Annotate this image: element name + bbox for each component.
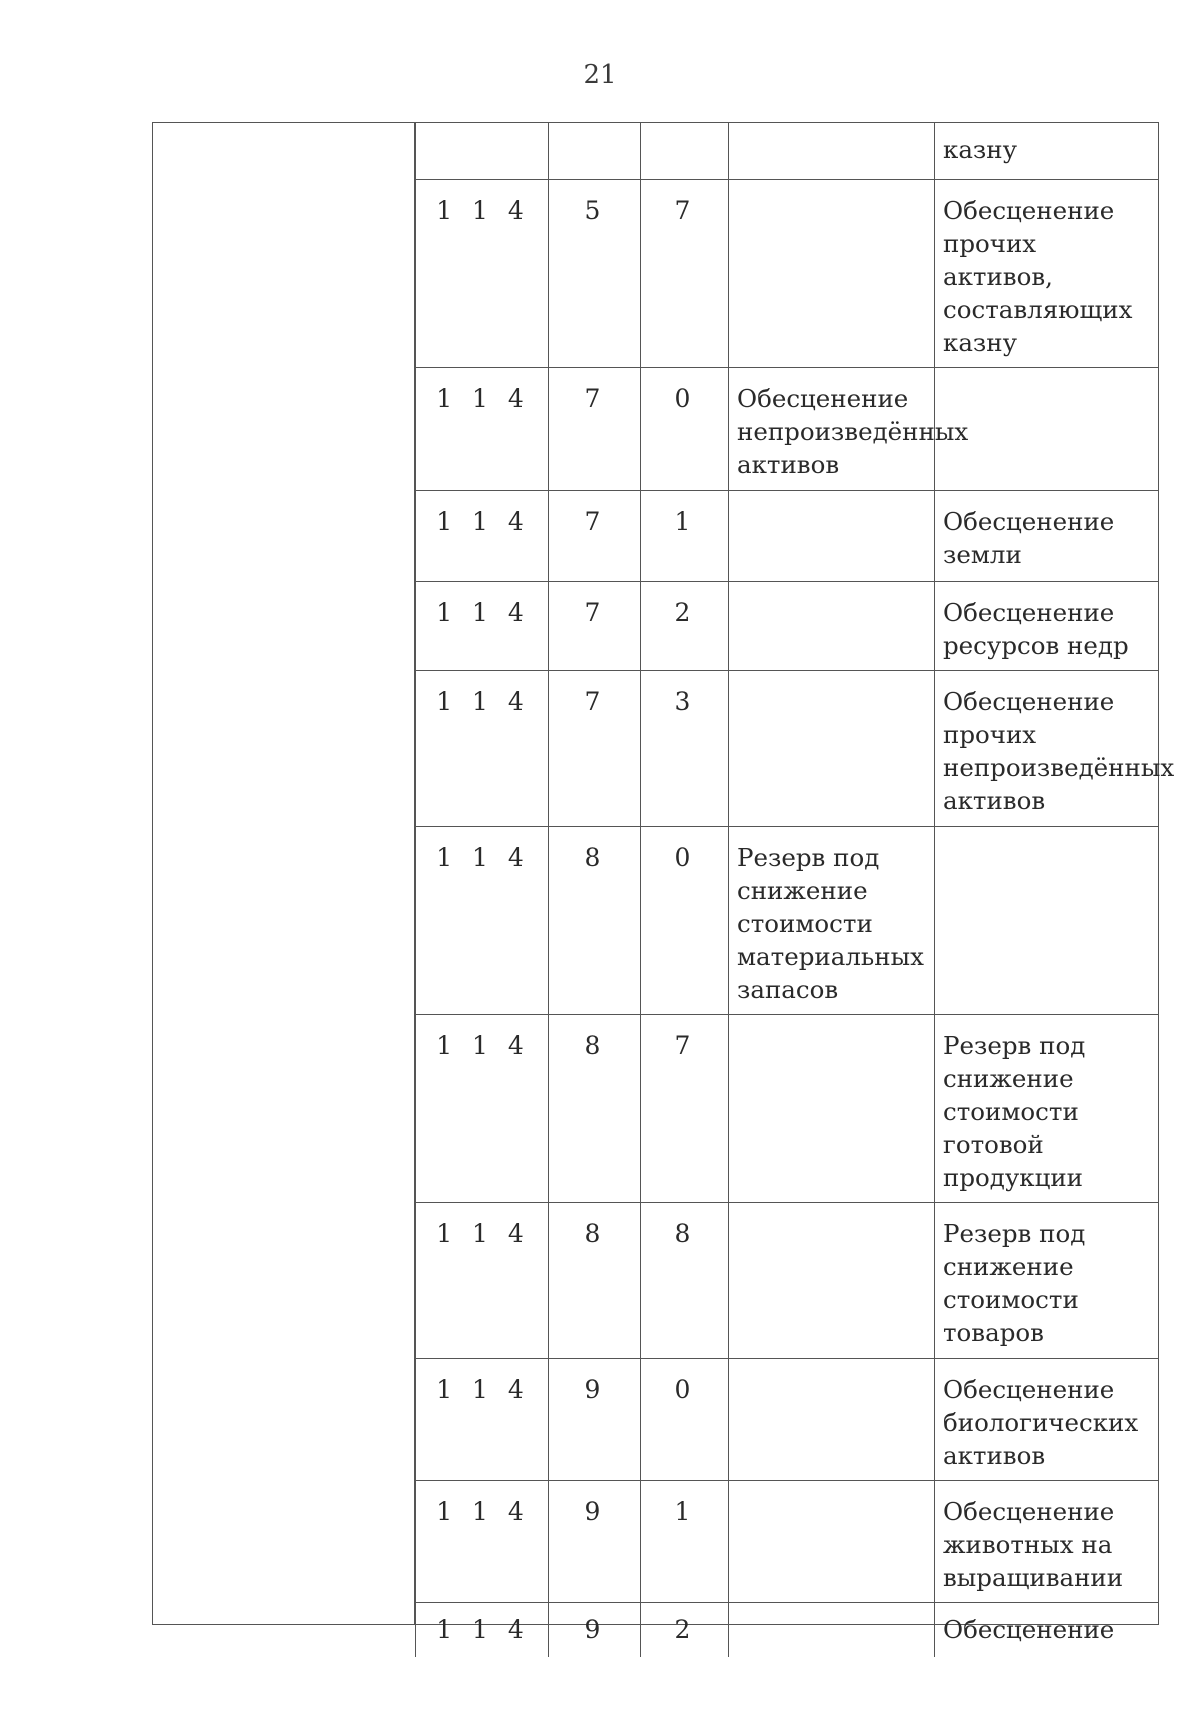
- cell-code-2: 7: [549, 581, 641, 670]
- cell-group-name: [729, 1358, 935, 1480]
- cell-account-name: Обесценение ресурсов недр: [935, 581, 1159, 670]
- cell-account-name: Резерв под снижение стоимости товаров: [935, 1202, 1159, 1358]
- cell-account-name: Обесценение животных на выращивании: [935, 1480, 1159, 1602]
- cell-account-name: [935, 826, 1159, 1014]
- cell-account-name: Обесценение земли: [935, 490, 1159, 581]
- cell-code-3: 7: [641, 179, 729, 367]
- cell-group-name: Обесценение непроизведённых активов: [729, 367, 935, 490]
- cell-code-2: 9: [549, 1602, 641, 1657]
- cell-code-3: 2: [641, 1602, 729, 1657]
- table-row: [416, 1480, 1159, 1602]
- cell-code-1: 1 1 4: [416, 1358, 549, 1480]
- cell-account-name: Обесценение прочих непроизведённых активов: [935, 670, 1159, 826]
- cell-code-2: 8: [549, 1014, 641, 1202]
- cell-account-name: [935, 367, 1159, 490]
- cell-account-name: Обесценение: [935, 1602, 1159, 1657]
- page-number: 21: [583, 60, 617, 90]
- cell-code-1: 1 1 4: [416, 367, 549, 490]
- table-row: [416, 123, 1159, 179]
- cell-group-name: [729, 1480, 935, 1602]
- cell-group-name: [729, 581, 935, 670]
- table-row: [416, 1602, 1159, 1657]
- cell-code-3: 8: [641, 1202, 729, 1358]
- table-row: [416, 1202, 1159, 1358]
- cell-group-name: [729, 123, 935, 179]
- cell-account-name: Резерв под снижение стоимости готовой продукции: [935, 1014, 1159, 1202]
- table-row: [416, 179, 1159, 367]
- table-row: [416, 581, 1159, 670]
- cell-code-1: 1 1 4: [416, 581, 549, 670]
- cell-code-1: 1 1 4: [416, 1202, 549, 1358]
- cell-group-name: [729, 1602, 935, 1657]
- table-row: [416, 490, 1159, 581]
- table-row: [416, 1358, 1159, 1480]
- cell-code-2: 8: [549, 826, 641, 1014]
- cell-code-2: [549, 123, 641, 179]
- cell-code-2: 7: [549, 367, 641, 490]
- cell-code-2: 5: [549, 179, 641, 367]
- cell-code-1: 1 1 4: [416, 826, 549, 1014]
- cell-code-3: 0: [641, 367, 729, 490]
- cell-code-2: 9: [549, 1480, 641, 1602]
- cell-code-2: 7: [549, 670, 641, 826]
- cell-group-name: [729, 1014, 935, 1202]
- cell-group-name: Резерв под снижение стоимости материальных запасов: [729, 826, 935, 1014]
- cell-code-1: 1 1 4: [416, 1480, 549, 1602]
- cell-group-name: [729, 1202, 935, 1358]
- table-row: [416, 826, 1159, 1014]
- cell-code-1: 1 1 4: [416, 1014, 549, 1202]
- table-row: [416, 670, 1159, 826]
- table-row: [416, 1014, 1159, 1202]
- cell-code-3: [641, 123, 729, 179]
- cell-account-name: Обесценение прочих активов, составляющих казну: [935, 179, 1159, 367]
- cell-code-2: 8: [549, 1202, 641, 1358]
- cell-account-name: казну: [935, 123, 1159, 179]
- cell-group-name: [729, 179, 935, 367]
- cell-code-1: [416, 123, 549, 179]
- cell-code-3: 7: [641, 1014, 729, 1202]
- cell-code-1: 1 1 4: [416, 670, 549, 826]
- cell-code-3: 0: [641, 1358, 729, 1480]
- cell-code-2: 9: [549, 1358, 641, 1480]
- cell-code-3: 0: [641, 826, 729, 1014]
- cell-code-1: 1 1 4: [416, 490, 549, 581]
- cell-code-1: 1 1 4: [416, 179, 549, 367]
- cell-account-name: Обесценение биологических активов: [935, 1358, 1159, 1480]
- cell-group-name: [729, 670, 935, 826]
- account-codes-table: [415, 123, 1175, 1657]
- cell-code-3: 1: [641, 1480, 729, 1602]
- cell-code-1: 1 1 4: [416, 1602, 549, 1657]
- cell-code-3: 1: [641, 490, 729, 581]
- document-table-frame: [152, 122, 1175, 1644]
- table-row: [416, 367, 1159, 490]
- left-blank-column: [153, 123, 415, 1624]
- cell-code-3: 2: [641, 581, 729, 670]
- cell-group-name: [729, 490, 935, 581]
- cell-code-2: 7: [549, 490, 641, 581]
- cell-code-3: 3: [641, 670, 729, 826]
